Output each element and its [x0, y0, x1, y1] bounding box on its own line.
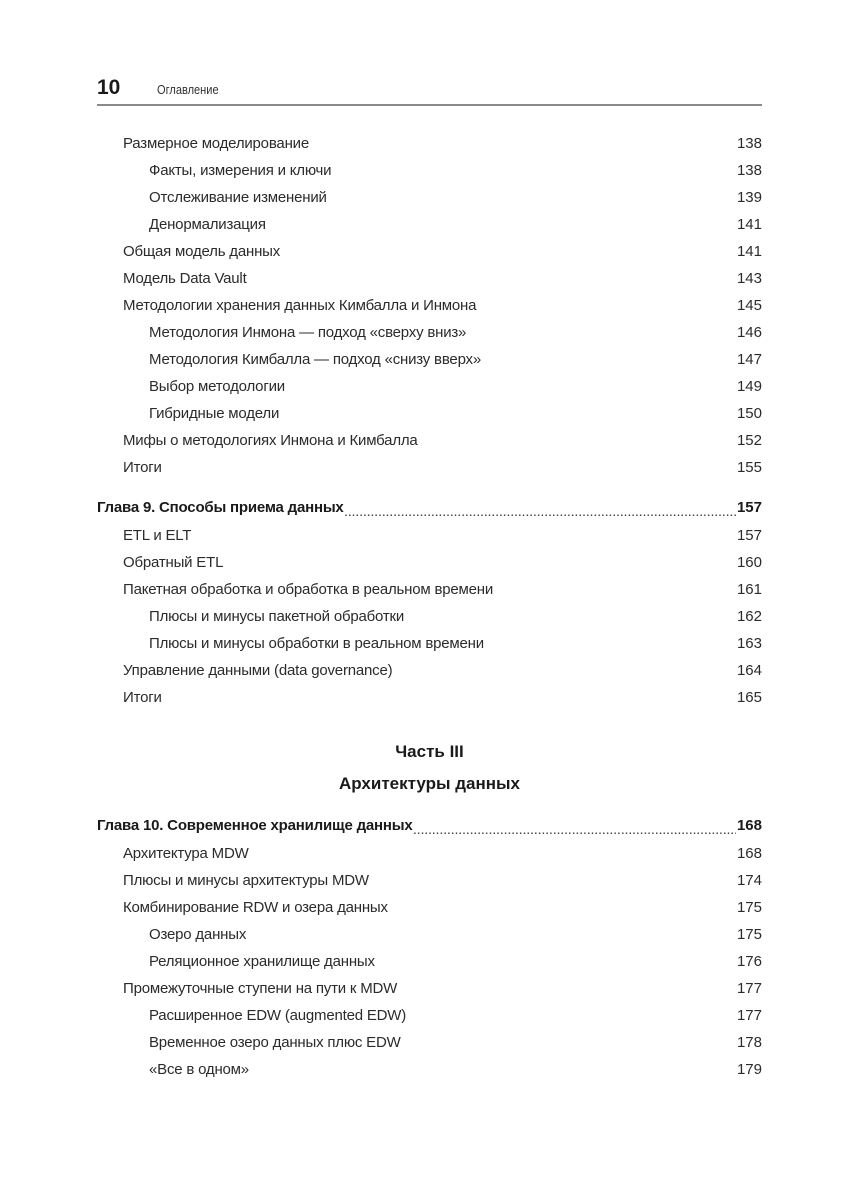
dot-leader	[393, 662, 736, 680]
toc-entry[interactable]: Гибридные модели ..... 150	[149, 405, 762, 429]
dot-leader	[345, 499, 736, 517]
toc-page: 146	[736, 324, 762, 341]
dot-leader	[192, 527, 736, 545]
toc-page: 138	[736, 162, 762, 179]
toc-entry[interactable]: Факты, измерения и ключи ..... 138	[149, 162, 762, 186]
dot-leader	[398, 980, 736, 998]
toc-entry[interactable]: Методологии хранения данных Кимбалла и Инмона ..... 145	[123, 297, 762, 321]
dot-leader	[494, 581, 736, 599]
toc-entry[interactable]: Отслеживание изменений ..... 139	[149, 189, 762, 213]
toc-entry[interactable]: Плюсы и минусы архитектуры MDW ..... 174	[123, 872, 762, 896]
toc-page: 178	[736, 1034, 762, 1051]
toc-entry[interactable]: Мифы о методологиях Инмона и Кимбалла ..... 152	[123, 432, 762, 456]
toc-page: 164	[736, 662, 762, 679]
toc-page: 157	[736, 499, 762, 516]
toc-entry[interactable]: Плюсы и минусы обработки в реальном времени ..... 163	[149, 635, 762, 659]
toc-page: 150	[736, 405, 762, 422]
page-header	[97, 74, 762, 106]
dot-leader	[163, 459, 736, 477]
toc-page: 179	[736, 1061, 762, 1078]
toc-page: 152	[736, 432, 762, 449]
toc-entry[interactable]: Временное озеро данных плюс EDW ..... 178	[149, 1034, 762, 1058]
toc-page: 175	[736, 926, 762, 943]
dot-leader	[267, 216, 736, 234]
toc-page: 155	[736, 459, 762, 476]
toc-entry[interactable]: Плюсы и минусы пакетной обработки ..... 162	[149, 608, 762, 632]
toc-entry[interactable]: Выбор методологии ..... 149	[149, 378, 762, 402]
toc-page: 165	[736, 689, 762, 706]
toc-entry[interactable]: «Все в одном» ..... 179	[149, 1061, 762, 1085]
dot-leader	[485, 635, 736, 653]
running-title: Оглавление	[157, 82, 219, 97]
dot-leader	[414, 817, 736, 835]
dot-leader	[328, 189, 736, 207]
toc-entry[interactable]: Расширенное EDW (augmented EDW) ..... 177	[149, 1007, 762, 1031]
toc-entry[interactable]: Озеро данных ..... 175	[149, 926, 762, 950]
toc-chapter-10[interactable]: Глава 10. Современное хранилище данных ..... 168	[97, 817, 762, 841]
dot-leader	[310, 135, 736, 153]
dot-leader	[482, 351, 736, 369]
dot-leader	[376, 953, 736, 971]
dot-leader	[332, 162, 736, 180]
toc-entry[interactable]: Обратный ETL ..... 160	[123, 554, 762, 578]
dot-leader	[248, 270, 736, 288]
toc-entry[interactable]: Модель Data Vault ..... 143	[123, 270, 762, 294]
toc-entry[interactable]: Архитектура MDW ..... 168	[123, 845, 762, 869]
toc-page: 175	[736, 899, 762, 916]
dot-leader	[250, 1061, 736, 1079]
dot-leader	[250, 845, 736, 863]
toc-page: 174	[736, 872, 762, 889]
dot-leader	[402, 1034, 736, 1052]
toc-page: 177	[736, 1007, 762, 1024]
dot-leader	[467, 324, 736, 342]
toc-entry[interactable]: Размерное моделирование ..... 138	[123, 135, 762, 159]
toc-page: 157	[736, 527, 762, 544]
dot-leader	[407, 1007, 736, 1025]
toc-page: 145	[736, 297, 762, 314]
toc-entry[interactable]: Методология Инмона — подход «сверху вниз» ..... 146	[149, 324, 762, 348]
toc-page: 161	[736, 581, 762, 598]
toc-entry[interactable]: Методология Кимбалла — подход «снизу вверх» ..... 147	[149, 351, 762, 375]
dot-leader	[247, 926, 736, 944]
toc-entry[interactable]: Пакетная обработка и обработка в реальном времени ..... 161	[123, 581, 762, 605]
dot-leader	[405, 608, 736, 626]
toc-page: 149	[736, 378, 762, 395]
toc-page: 176	[736, 953, 762, 970]
toc-page: 160	[736, 554, 762, 571]
toc-page: 168	[736, 845, 762, 862]
toc-page: 168	[736, 817, 762, 834]
toc-entry[interactable]: Итоги ..... 165	[123, 689, 762, 713]
toc-page: 138	[736, 135, 762, 152]
dot-leader	[224, 554, 736, 572]
toc-entry[interactable]: Комбинирование RDW и озера данных ..... 175	[123, 899, 762, 923]
dot-leader	[419, 432, 736, 450]
toc-entry[interactable]: ETL и ELT ..... 157	[123, 527, 762, 551]
toc-page: 139	[736, 189, 762, 206]
dot-leader	[280, 405, 736, 423]
toc-entry[interactable]: Управление данными (data governance) ..... 164	[123, 662, 762, 686]
dot-leader	[281, 243, 736, 261]
toc-entry[interactable]: Промежуточные ступени на пути к MDW ..... 177	[123, 980, 762, 1004]
toc-page: 163	[736, 635, 762, 652]
toc-chapter-9[interactable]: Глава 9. Способы приема данных ..... 157	[97, 499, 762, 523]
toc-entry[interactable]: Реляционное хранилище данных ..... 176	[149, 953, 762, 977]
dot-leader	[477, 297, 736, 315]
toc-page: 143	[736, 270, 762, 287]
dot-leader	[389, 899, 736, 917]
toc-page: 141	[736, 216, 762, 233]
toc-page: 147	[736, 351, 762, 368]
dot-leader	[370, 872, 736, 890]
part-title: Архитектуры данных	[339, 774, 520, 793]
toc-entry[interactable]: Общая модель данных ..... 141	[123, 243, 762, 267]
dot-leader	[286, 378, 736, 396]
toc-page: 162	[736, 608, 762, 625]
toc-page: 177	[736, 980, 762, 997]
toc-page: 141	[736, 243, 762, 260]
toc-entry[interactable]: Денормализация ..... 141	[149, 216, 762, 240]
dot-leader	[163, 689, 736, 707]
page-number: 10	[97, 76, 121, 99]
toc-entry[interactable]: Итоги ..... 155	[123, 459, 762, 483]
part-label: Часть III	[395, 742, 464, 761]
